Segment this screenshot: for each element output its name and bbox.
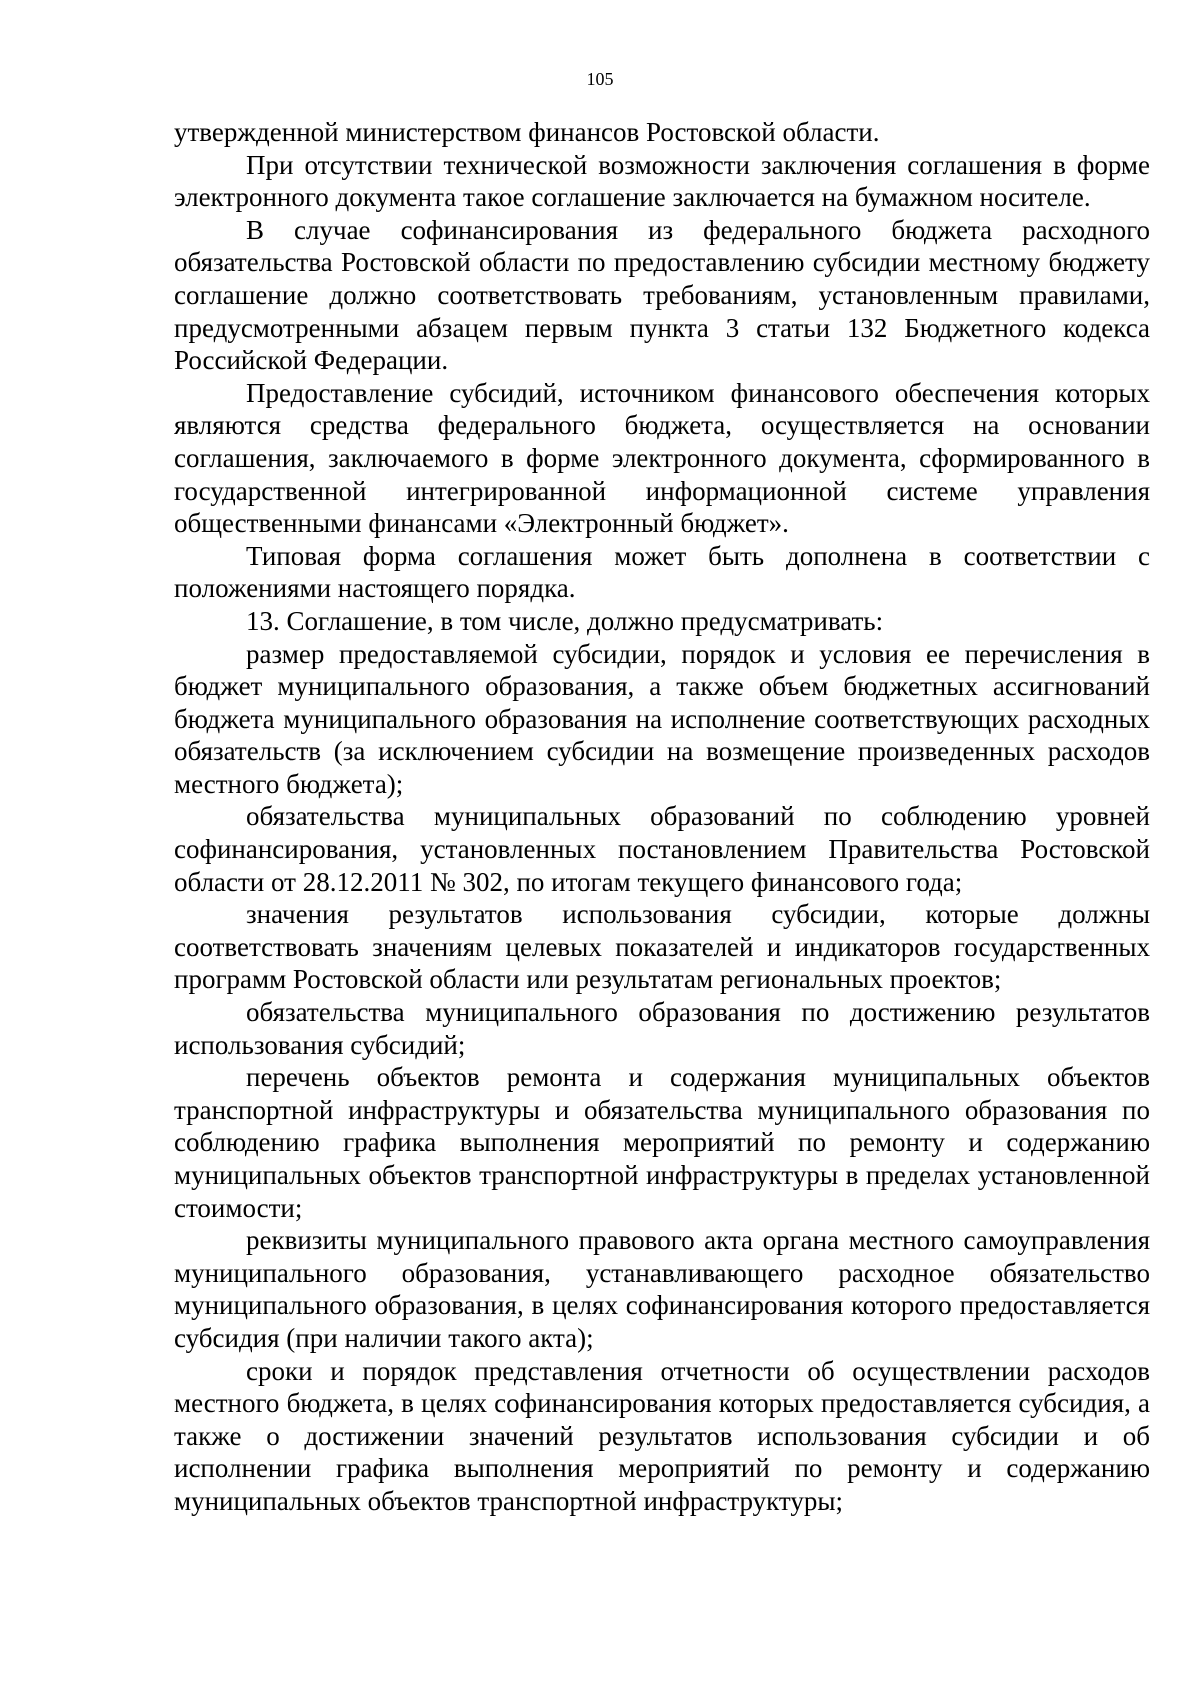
- paragraph: Предоставление субсидий, источником финансового обеспечения которых являются средства федерального бюджета, осуществляется на основании соглашения, заключаемого в форме электронного документа, сформированного в государственной интегрированной информационной системе управления общественными финансами «Электронный бюджет».: [174, 377, 1150, 539]
- paragraph: сроки и порядок представления отчетности об осуществлении расходов местного бюджета, в целях софинансирования которых предоставляется субсидия, а также о достижении значений результатов использования субсидии и об исполнении графика выполнения мероприятий по ремонту и содержанию муниципальных объектов транспортной инфраструктуры;: [174, 1355, 1150, 1516]
- paragraph: При отсутствии технической возможности заключения соглашения в форме электронного документа такое соглашение заключается на бумажном носителе.: [174, 149, 1150, 213]
- paragraph: утвержденной министерством финансов Ростовской области.: [174, 117, 880, 147]
- paragraph: размер предоставляемой субсидии, порядок и условия ее перечисления в бюджет муниципального образования, а также объем бюджетных ассигнований бюджета муниципального образования на исполнение соответствующих расходных обязательств (за исключением субсидии на возмещение произведенных расходов местного бюджета);: [174, 638, 1150, 799]
- paragraph: обязательства муниципальных образований по соблюдению уровней софинансирования, установленных постановлением Правительства Ростовской области от 28.12.2011 № 302, по итогам текущего финансового года;: [174, 801, 1150, 897]
- paragraph: обязательства муниципального образования по достижению результатов использования субсидий;: [174, 997, 1150, 1060]
- page-number: 105: [586, 69, 614, 89]
- paragraph: В случае софинансирования из федерального бюджета расходного обязательства Ростовской области по предоставлению субсидии местному бюджету соглашение должно соответствовать требованиям, установленным правилами, предусмотренными абзацем первым пункта 3 статьи 132 Бюджетного кодекса Российской Федерации.: [174, 214, 1150, 376]
- paragraph: перечень объектов ремонта и содержания муниципальных объектов транспортной инфраструктуры и обязательства муниципального образования по соблюдению графика выполнения мероприятий по ремонту и содержанию муниципальных объектов транспортной инфраструктуры в пределах установленной стоимости;: [174, 1062, 1150, 1223]
- paragraph: Типовая форма соглашения может быть дополнена в соответствии с положениями настоящего порядка.: [174, 540, 1150, 604]
- paragraph: реквизиты муниципального правового акта органа местного самоуправления муниципального образования, устанавливающего расходное обязательство муниципального образования, в целях софинансирования которого предоставляется субсидия (при наличии такого акта);: [174, 1225, 1150, 1353]
- document-body: [174, 116, 1150, 1518]
- paragraph: значения результатов использования субсидии, которые должны соответствовать значениям целевых показателей и индикаторов государственных программ Ростовской области или результатам региональных проектов;: [174, 899, 1150, 995]
- section-heading: 13. Соглашение, в том числе, должно предусматривать:: [246, 605, 884, 636]
